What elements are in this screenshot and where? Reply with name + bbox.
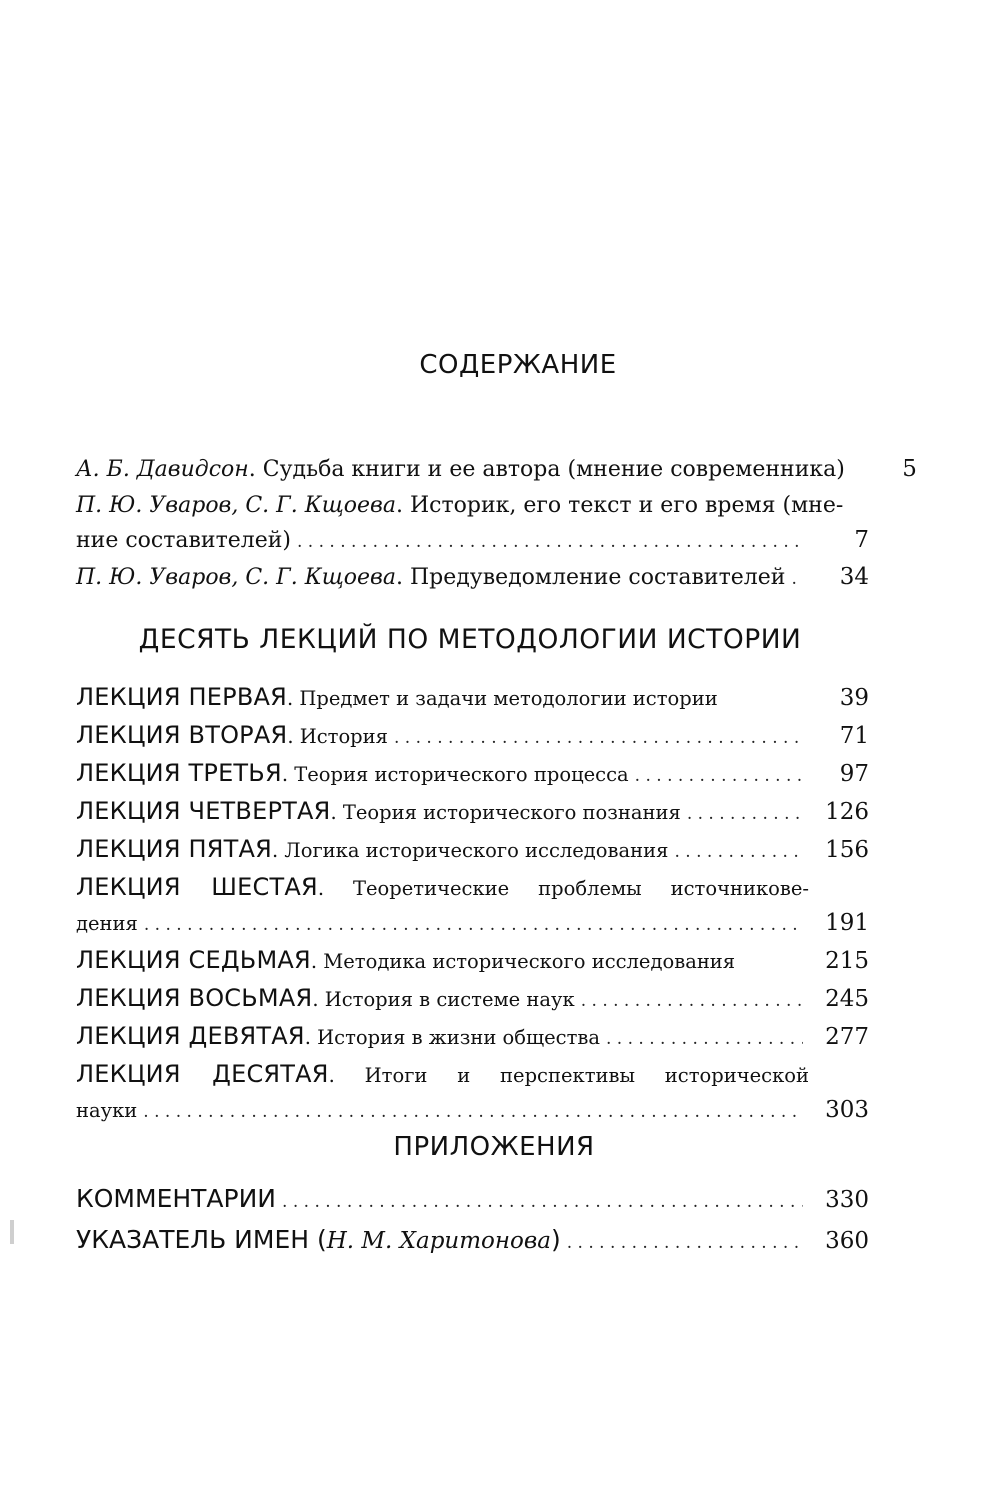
toc-entry-lecture-3[interactable] bbox=[76, 756, 869, 794]
toc-entry-lecture-2[interactable] bbox=[76, 718, 869, 756]
leader-dots bbox=[144, 908, 803, 943]
leader-dots bbox=[581, 984, 803, 1019]
toc-entry-lecture-6[interactable] bbox=[76, 870, 869, 943]
lecture-title: . История bbox=[287, 725, 388, 748]
toc-entry-lecture-4[interactable] bbox=[76, 794, 869, 832]
entry-page: 7 bbox=[854, 527, 869, 553]
lecture-title: . Теоретические проблемы источникове- bbox=[317, 877, 809, 900]
lecture-title: . Теория исторического познания bbox=[330, 801, 681, 824]
lectures-heading: ДЕСЯТЬ ЛЕКЦИЙ ПО МЕТОДОЛОГИИ ИСТОРИИ bbox=[138, 624, 802, 655]
entry-page: 191 bbox=[825, 910, 869, 936]
closing-paren: ) bbox=[550, 1225, 561, 1254]
entry-author: П. Ю. Уваров, С. Г. Кщоева bbox=[76, 565, 396, 590]
lecture-title: . Теория исторического процесса bbox=[281, 763, 629, 786]
entry-page: 126 bbox=[825, 799, 869, 825]
entry-page: 97 bbox=[839, 761, 869, 787]
toc-entry-name-index[interactable] bbox=[76, 1221, 869, 1262]
lectures-list bbox=[76, 680, 869, 1130]
entry-title-continued: ние составителей) bbox=[76, 528, 291, 553]
toc-entry-lecture-1[interactable] bbox=[76, 680, 869, 718]
entry-page: 245 bbox=[825, 986, 869, 1012]
lecture-label: ЛЕКЦИЯ ПЕРВАЯ bbox=[76, 683, 287, 711]
lecture-title-continued: дения bbox=[76, 912, 138, 935]
appendix-list bbox=[76, 1180, 869, 1262]
entry-page: 360 bbox=[825, 1228, 869, 1254]
appendix-label: КОММЕНТАРИИ bbox=[76, 1184, 277, 1213]
lecture-label: ЛЕКЦИЯ СЕДЬМАЯ bbox=[76, 946, 311, 974]
leader-dots bbox=[297, 525, 803, 559]
leader-dots bbox=[282, 1184, 803, 1221]
lecture-label: ЛЕКЦИЯ ДЕВЯТАЯ bbox=[76, 1022, 305, 1050]
entry-author: А. Б. Давидсон bbox=[76, 457, 249, 482]
lecture-title: . История в жизни общества bbox=[304, 1026, 600, 1049]
lecture-label: ЛЕКЦИЯ ДЕСЯТАЯ bbox=[76, 1060, 329, 1088]
entry-page: 5 bbox=[902, 456, 917, 482]
entry-title: . Судьба книги и ее автора (мнение современника) bbox=[248, 457, 845, 482]
lecture-label: ЛЕКЦИЯ ВОСЬМАЯ bbox=[76, 984, 313, 1012]
toc-entry-lecture-9[interactable] bbox=[76, 1019, 869, 1057]
entry-page: 215 bbox=[825, 948, 869, 974]
lecture-title: . Логика исторического исследования bbox=[272, 839, 669, 862]
lecture-label: ЛЕКЦИЯ ТРЕТЬЯ bbox=[76, 759, 282, 787]
leader-dots bbox=[674, 835, 803, 870]
lecture-label: ЛЕКЦИЯ ШЕСТАЯ bbox=[76, 873, 318, 901]
entry-page: 39 bbox=[839, 685, 869, 711]
appendix-label: УКАЗАТЕЛЬ ИМЕН ( bbox=[76, 1225, 327, 1254]
leader-dots bbox=[143, 1095, 803, 1130]
lecture-label: ЛЕКЦИЯ ПЯТАЯ bbox=[76, 835, 273, 863]
contents-heading: СОДЕРЖАНИЕ bbox=[419, 350, 617, 380]
lecture-title: . История в системе наук bbox=[312, 988, 575, 1011]
lecture-title-continued: науки bbox=[76, 1099, 138, 1122]
leader-dots bbox=[791, 562, 803, 596]
toc-entry-lecture-10[interactable] bbox=[76, 1057, 869, 1130]
entry-page: 156 bbox=[825, 837, 869, 863]
toc-entry-lecture-7[interactable] bbox=[76, 943, 869, 981]
lecture-label: ЛЕКЦИЯ ЧЕТВЕРТАЯ bbox=[76, 797, 331, 825]
leader-dots bbox=[687, 797, 803, 832]
leader-dots bbox=[606, 1022, 803, 1057]
toc-entry-davidson[interactable] bbox=[76, 452, 917, 488]
toc-entry-commentary[interactable] bbox=[76, 1180, 869, 1221]
lecture-title: . Методика исторического исследования bbox=[310, 950, 736, 973]
leader-dots bbox=[635, 759, 803, 794]
entry-page: 34 bbox=[839, 564, 869, 590]
appendix-heading: ПРИЛОЖЕНИЯ bbox=[393, 1132, 595, 1162]
entry-page: 330 bbox=[825, 1187, 869, 1213]
lecture-title: . Итоги и перспективы исторической bbox=[328, 1064, 809, 1087]
compiler-name: Н. М. Харитонова bbox=[326, 1228, 551, 1254]
front-matter-list bbox=[76, 452, 917, 596]
entry-page: 71 bbox=[839, 723, 869, 749]
lecture-title: . Предмет и задачи методологии истории bbox=[286, 687, 718, 710]
toc-entry-lecture-8[interactable] bbox=[76, 981, 869, 1019]
entry-page: 277 bbox=[825, 1024, 869, 1050]
entry-page: 303 bbox=[825, 1097, 869, 1123]
leader-dots bbox=[567, 1225, 803, 1262]
entry-author: П. Ю. Уваров, С. Г. Кщоева bbox=[76, 493, 396, 518]
leader-dots bbox=[394, 721, 803, 756]
entry-title: . Предуведомление составителей bbox=[395, 565, 786, 590]
toc-entry-preface[interactable] bbox=[76, 560, 869, 596]
entry-title: . Историк, его текст и его время (мне- bbox=[395, 493, 844, 518]
toc-entry-lecture-5[interactable] bbox=[76, 832, 869, 870]
toc-entry-historian-text[interactable] bbox=[76, 489, 869, 559]
lecture-label: ЛЕКЦИЯ ВТОРАЯ bbox=[76, 721, 288, 749]
scan-artifact bbox=[10, 1220, 14, 1244]
